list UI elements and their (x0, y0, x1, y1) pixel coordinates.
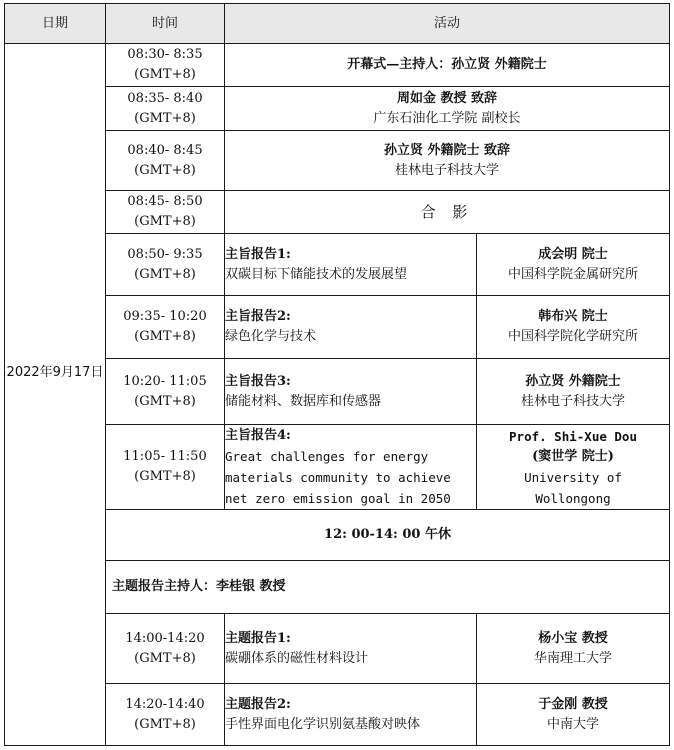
time-cell (106, 87, 225, 131)
time-cell (106, 296, 225, 359)
speaker-cell (477, 614, 670, 684)
time-cell (106, 234, 225, 296)
activity-title: 合 影 (420, 203, 474, 221)
timezone: (GMT+8) (134, 214, 196, 229)
time-range: 08:45- 8:50 (127, 194, 203, 209)
talk-cell (225, 234, 477, 296)
talk-topic: 手性界面电化学识别氨基酸对映体 (225, 716, 421, 732)
speaker-name: 孙立贤 外籍院士 (525, 373, 621, 389)
speaker-cell (477, 425, 670, 510)
date-text: 2022年9月17日 (6, 364, 104, 380)
header-activity: 活动 (225, 4, 670, 44)
talk-label: 主题报告1: (225, 630, 291, 646)
talk-topic-line: Great challenges for energy (225, 448, 429, 464)
activity-title: 开幕式—主持人：孙立贤 外籍院士 (347, 57, 547, 72)
talk-cell (225, 359, 477, 425)
speaker-affiliation: Wollongong (535, 490, 611, 506)
time-cell (106, 359, 225, 425)
talk-label: 主旨报告1: (225, 246, 291, 262)
talk-label: 主旨报告4: (225, 427, 291, 443)
time-cell (106, 684, 225, 746)
activity-subtitle: 桂林电子科技大学 (394, 162, 499, 178)
break-cell (106, 510, 670, 561)
speaker-affiliation: 华南理工大学 (533, 650, 612, 666)
talk-topic: 碳硼体系的磁性材料设计 (225, 650, 369, 666)
timezone: (GMT+8) (134, 67, 196, 82)
speaker-affiliation: 中国科学院化学研究所 (507, 329, 638, 344)
time-range: 14:20-14:40 (125, 696, 205, 712)
speaker-affiliation: 中国科学院金属研究所 (507, 266, 638, 282)
activity-subtitle: 广东石油化工学院 副校长 (373, 110, 521, 126)
timezone: (GMT+8) (134, 329, 196, 344)
activity-cell (225, 44, 670, 87)
timezone: (GMT+8) (134, 393, 196, 409)
time-range: 14:00-14:20 (125, 630, 205, 646)
schedule-table (4, 3, 670, 746)
time-cell (106, 614, 225, 684)
timezone: (GMT+8) (134, 716, 196, 732)
speaker-cell (477, 296, 670, 359)
host-cell (106, 561, 670, 614)
header-time: 时间 (106, 4, 225, 44)
talk-cell (225, 425, 477, 510)
time-cell (106, 44, 225, 87)
timezone: (GMT+8) (134, 650, 196, 666)
activity-cell (225, 191, 670, 234)
talk-topic-line: materials community to achieve (225, 469, 451, 485)
talk-label: 主题报告2: (225, 696, 291, 712)
speaker-cell (477, 684, 670, 746)
time-cell (106, 131, 225, 191)
table-row (5, 44, 670, 87)
talk-topic: 绿色化学与技术 (225, 329, 317, 344)
timezone: (GMT+8) (134, 162, 196, 178)
header-row (5, 4, 670, 44)
talk-cell (225, 614, 477, 684)
time-range: 08:30- 8:35 (127, 47, 203, 62)
time-range: 08:50- 9:35 (127, 246, 203, 262)
speaker-name: Prof. Shi-Xue Dou (509, 428, 637, 444)
speaker-name: 韩布兴 院士 (538, 309, 608, 324)
speaker-name-cn: (窦世学 院士) (532, 448, 614, 464)
timezone: (GMT+8) (134, 469, 196, 484)
talk-topic: 双碳目标下储能技术的发展展望 (225, 266, 408, 282)
lunch-break: 12: 00-14: 00 午休 (324, 527, 451, 542)
speaker-affiliation: 桂林电子科技大学 (520, 393, 625, 409)
speaker-affiliation: University of (524, 469, 622, 485)
speaker-name: 杨小宝 教授 (538, 630, 608, 646)
activity-title: 孙立贤 外籍院士 致辞 (383, 142, 511, 158)
header-date: 日期 (5, 4, 106, 44)
time-range: 08:35- 8:40 (127, 90, 203, 106)
speaker-affiliation: 中南大学 (546, 716, 599, 732)
speaker-cell (477, 359, 670, 425)
speaker-name: 于金刚 教授 (538, 696, 608, 712)
speaker-name: 成会明 院士 (538, 246, 608, 262)
talk-label: 主旨报告2: (225, 309, 291, 324)
talk-cell (225, 296, 477, 359)
timezone: (GMT+8) (134, 110, 196, 126)
time-cell (106, 425, 225, 510)
activity-cell (225, 131, 670, 191)
activity-cell (225, 87, 670, 131)
time-cell (106, 191, 225, 234)
time-range: 11:05- 11:50 (123, 449, 207, 464)
session-host: 主题报告主持人：李桂银 教授 (112, 579, 286, 594)
timezone: (GMT+8) (134, 266, 196, 282)
activity-title: 周如金 教授 致辞 (396, 90, 498, 106)
time-range: 09:35- 10:20 (123, 309, 207, 324)
talk-cell (225, 684, 477, 746)
talk-topic-line: net zero emission goal in 2050 (225, 490, 451, 506)
speaker-cell (477, 234, 670, 296)
time-range: 10:20- 11:05 (123, 373, 207, 389)
time-range: 08:40- 8:45 (127, 142, 203, 158)
talk-topic: 储能材料、数据库和传感器 (225, 393, 382, 409)
talk-label: 主旨报告3: (225, 373, 291, 389)
date-cell (5, 44, 106, 746)
